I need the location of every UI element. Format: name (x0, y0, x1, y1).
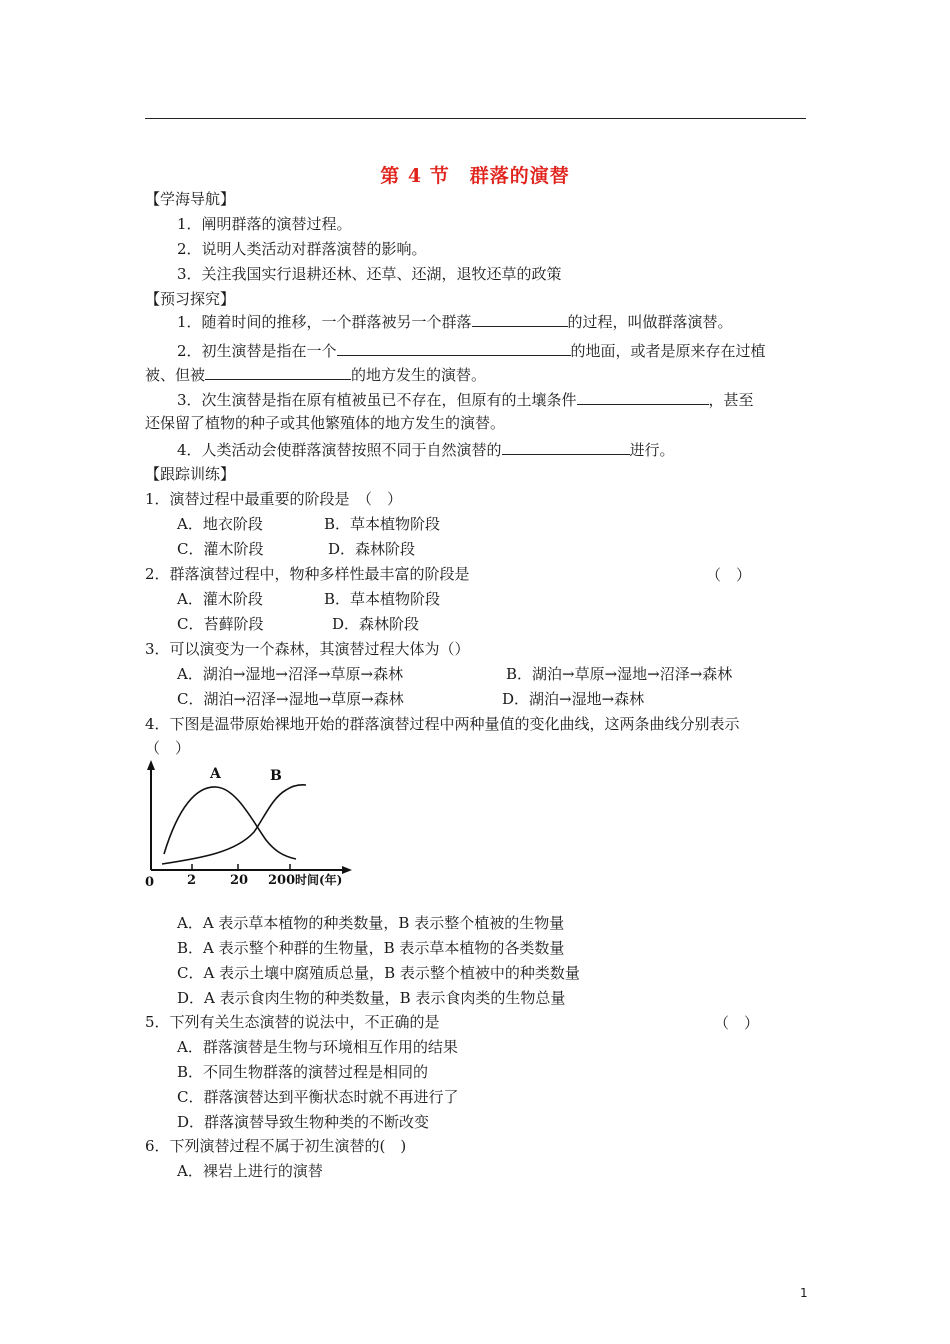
header-rule (145, 118, 806, 119)
question-4-option-d: D．A 表示食肉生物的种类数量，B 表示食肉类的生物总量 (177, 989, 566, 1007)
fill-blank[interactable] (577, 389, 709, 405)
page-title: 第 4 节 群落的演替 (380, 165, 570, 187)
section-heading-practice: 【跟踪训练】 (145, 465, 236, 483)
guide-item-1: 1．阐明群落的演替过程。 (177, 215, 352, 233)
preview-item-3-cont: 还保留了植物的种子或其他繁殖体的地方发生的演替。 (145, 414, 506, 432)
question-5-option-a: A．群落演替是生物与环境相互作用的结果 (177, 1038, 458, 1056)
question-2-option-a: A．灌木阶段 (177, 590, 263, 608)
curve-b-label: B (270, 768, 282, 784)
question-5-option-b: B．不同生物群落的演替过程是相同的 (177, 1063, 429, 1081)
question-3-option-a: A．湖泊→湿地→沼泽→草原→森林 (177, 665, 404, 683)
x-tick-label-0: 0 (145, 875, 155, 890)
fill-blank[interactable] (205, 364, 351, 380)
question-4-answer-paren[interactable]: （ ） (145, 739, 191, 757)
preview-item-3: 3．次生演替是指在原有植被虽已不存在，但原有的土壤条件 ，甚至 (177, 391, 754, 409)
guide-item-2: 2．说明人类活动对群落演替的影响。 (177, 240, 427, 258)
guide-item-3: 3．关注我国实行退耕还林、还草、还湖，退牧还草的政策 (177, 265, 562, 283)
question-1-stem: 1．演替过程中最重要的阶段是 （ ） (145, 490, 403, 508)
question-4-option-c: C．A 表示土壤中腐殖质总量，B 表示整个植被中的种类数量 (177, 964, 580, 982)
x-axis-label: 时间(年) (295, 873, 343, 887)
page-number: 1 (800, 1286, 808, 1300)
question-5-stem: 5．下列有关生态演替的说法中，不正确的是 (145, 1013, 440, 1031)
y-axis-arrow (147, 760, 155, 770)
question-6-option-a: A．裸岩上进行的演替 (177, 1162, 323, 1180)
question-2-option-c: C．苔藓阶段 (177, 615, 264, 633)
question-4-stem: 4．下图是温带原始裸地开始的群落演替过程中两种量值的变化曲线，这两条曲线分别表示 (145, 715, 740, 733)
question-4-option-b: B．A 表示整个种群的生物量，B 表示草本植物的各类数量 (177, 939, 565, 957)
curve-a-label: A (210, 766, 221, 782)
question-2-option-d: D．森林阶段 (332, 615, 420, 633)
preview-item-2: 2．初生演替是指在一个 的地面，或者是原来存在过植 (177, 342, 766, 360)
question-3-stem: 3．可以演变为一个森林，其演替过程大体为（） (145, 640, 470, 658)
question-5-option-d: D．群落演替导致生物种类的不断改变 (177, 1113, 430, 1131)
x-tick-label-20: 20 (230, 873, 249, 888)
question-3-option-d: D．湖泊→湿地→森林 (502, 690, 645, 708)
preview-item-2-cont: 被、但被 的地方发生的演替。 (145, 366, 487, 384)
question-1-option-c: C．灌木阶段 (177, 540, 264, 558)
question-2-answer-paren[interactable]: （ ） (706, 566, 752, 584)
question-4-option-a: A．A 表示草本植物的种类数量，B 表示整个植被的生物量 (177, 914, 565, 932)
preview-item-1: 1．随着时间的推移，一个群落被另一个群落 的过程，叫做群落演替。 (177, 313, 733, 331)
question-5-option-c: C．群落演替达到平衡状态时就不再进行了 (177, 1088, 459, 1106)
fill-blank[interactable] (337, 340, 571, 356)
fill-blank[interactable] (502, 439, 630, 455)
question-1-option-a: A．地衣阶段 (177, 515, 263, 533)
section-heading-preview: 【预习探究】 (145, 290, 236, 308)
question-1-option-b: B．草本植物阶段 (324, 515, 441, 533)
succession-curve-figure (140, 758, 360, 890)
x-tick-label-2: 2 (187, 873, 197, 888)
question-6-stem: 6．下列演替过程不属于初生演替的( ) (145, 1137, 407, 1155)
x-tick-label-200: 200 (268, 873, 296, 888)
fill-blank[interactable] (472, 311, 568, 327)
question-2-option-b: B．草本植物阶段 (324, 590, 441, 608)
question-2-stem: 2．群落演替过程中，物种多样性最丰富的阶段是 (145, 565, 470, 583)
section-heading-guide: 【学海导航】 (145, 190, 236, 208)
question-3-option-b: B．湖泊→草原→湿地→沼泽→森林 (506, 665, 733, 683)
preview-item-4: 4．人类活动会使群落演替按照不同于自然演替的 进行。 (177, 441, 675, 459)
x-axis-arrow (342, 866, 352, 874)
question-5-answer-paren[interactable]: （ ） (714, 1014, 760, 1032)
question-1-option-d: D．森林阶段 (328, 540, 416, 558)
question-3-option-c: C．湖泊→沼泽→湿地→草原→森林 (177, 690, 404, 708)
